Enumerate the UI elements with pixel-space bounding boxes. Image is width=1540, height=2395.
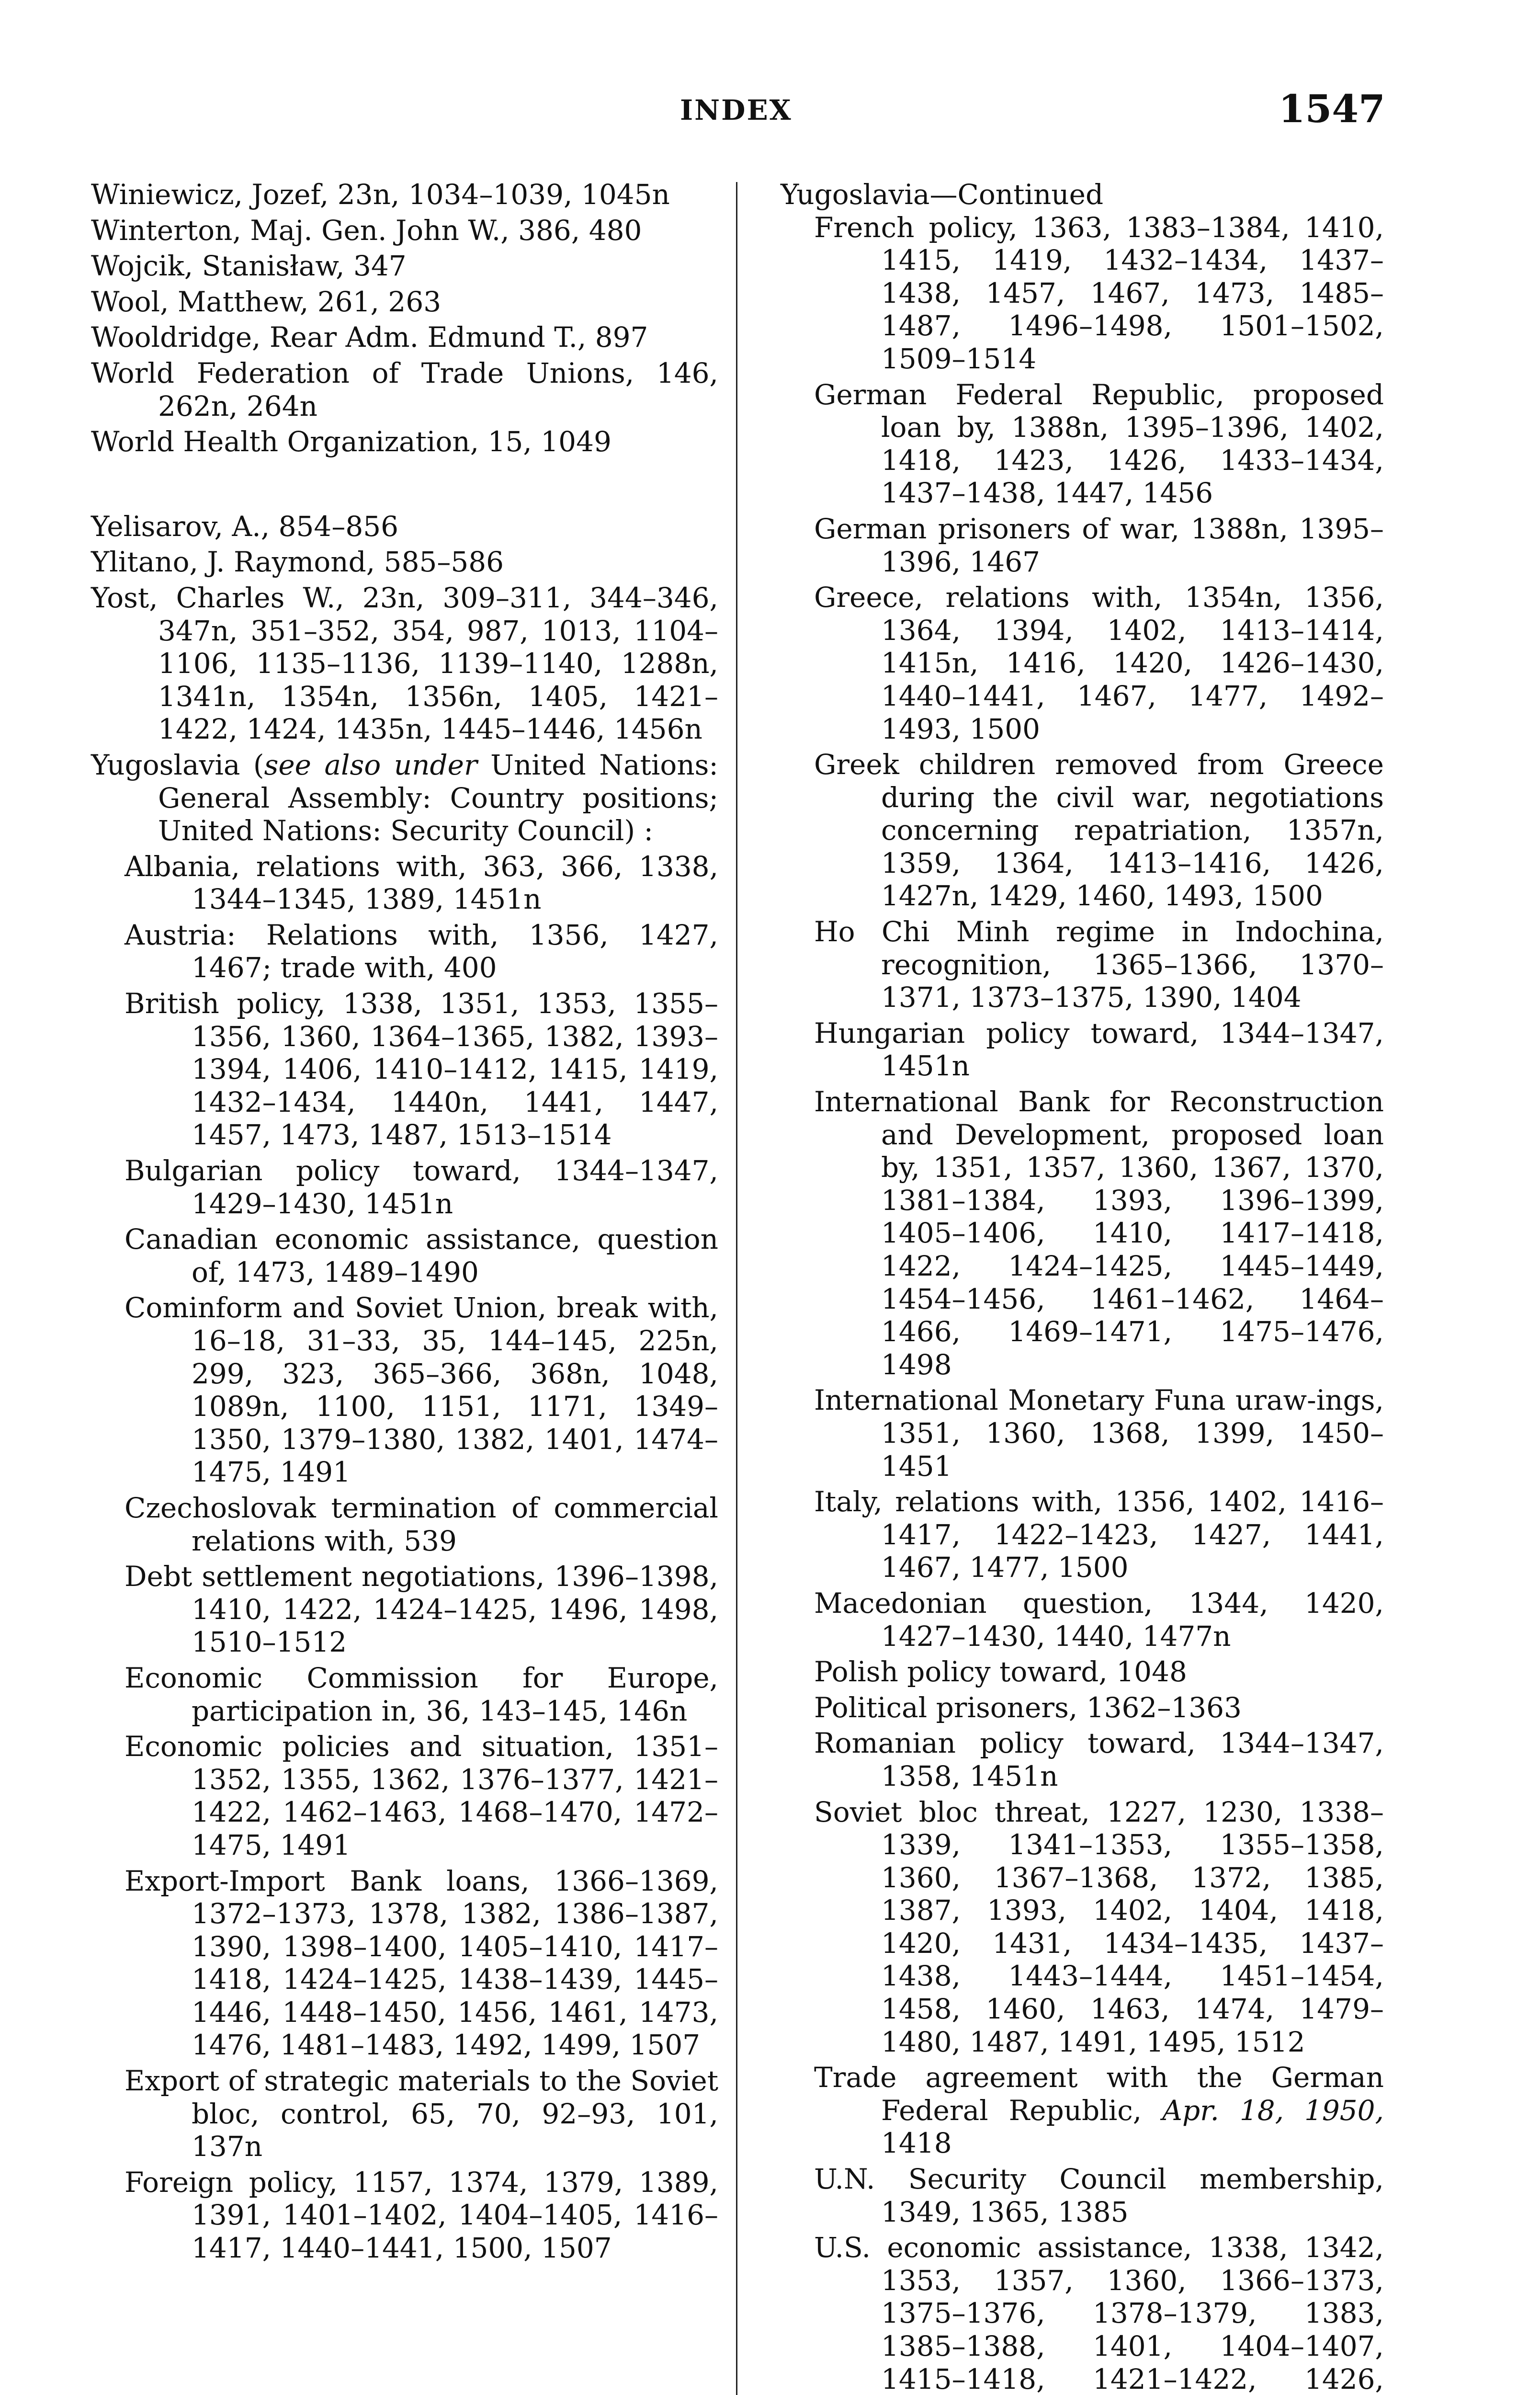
index-subentry: German Federal Republic, proposed loan by, 1388n, 1395–1396, 1402, 1418, 1423, 1426, 1433–1434, 1437–1438, 1447, 1456	[814, 378, 1384, 510]
index-column-right	[781, 178, 1384, 2395]
index-subentry: Bulgarian policy toward, 1344–1347, 1429–1430, 1451n	[125, 1154, 718, 1220]
index-entry: Yelisarov, A., 854–856	[91, 510, 399, 543]
index-subentry: Economic policies and situation, 1351–1352, 1355, 1362, 1376–1377, 1421–1422, 1462–1463, 1468–1470, 1472–1475, 1491	[125, 1730, 718, 1861]
index-entry: Winterton, Maj. Gen. John W., 386, 480	[91, 214, 642, 247]
index-subentry: Albania, relations with, 363, 366, 1338, 1344–1345, 1389, 1451n	[125, 850, 718, 916]
index-entry: Yost, Charles W., 23n, 309–311, 344–346, 347n, 351–352, 354, 987, 1013, 1104–1106, 1135–1136, 1139–1140, 1288n, 1341n, 1354n, 1356n, 1405, 1421–1422, 1424, 1435n, 1445–1446, 1456n	[91, 581, 718, 746]
index-subentry: International Bank for Reconstruction and Development, proposed loan by, 1351, 1357, 1360, 1367, 1370, 1381–1384, 1393, 1396–1399, 1405–1406, 1410, 1417–1418, 1422, 1424–1425, 1445–1449, 1454–1456, 1461–1462, 1464–1466, 1469–1471, 1475–1476, 1498	[814, 1085, 1384, 1381]
index-subentry: Italy, relations with, 1356, 1402, 1416–1417, 1422–1423, 1427, 1441, 1467, 1477, 1500	[814, 1485, 1384, 1584]
index-subentry: Polish policy toward, 1048	[814, 1655, 1187, 1688]
index-subentry: Ho Chi Minh regime in Indochina, recognition, 1365–1366, 1370–1371, 1373–1375, 1390, 1404	[814, 915, 1384, 1014]
see-also-reference: see also under	[264, 748, 477, 781]
yugoslavia-heading-prefix: Yugoslavia (	[91, 748, 264, 781]
index-entry: Wooldridge, Rear Adm. Edmund T., 897	[91, 321, 648, 354]
index-subentry: U.N. Security Council membership, 1349, 1365, 1385	[814, 2163, 1384, 2228]
index-subentry: Export of strategic materials to the Soviet bloc, control, 65, 70, 92–93, 101, 137n	[125, 2064, 718, 2163]
index-subentry: Romanian policy toward, 1344–1347, 1358, 1451n	[814, 1727, 1384, 1792]
index-entry: Winiewicz, Jozef, 23n, 1034–1039, 1045n	[91, 178, 670, 211]
index-entry: Wojcik, Stanisław, 347	[91, 250, 407, 283]
index-subentry: Economic Commission for Europe, participation in, 36, 143–145, 146n	[125, 1661, 718, 1727]
running-head: INDEX	[680, 94, 793, 126]
index-subentry: German prisoners of war, 1388n, 1395–1396, 1467	[814, 512, 1384, 578]
index-subentry: Greek children removed from Greece during the civil war, negotiations concerning repatriation, 1357n, 1359, 1364, 1413–1416, 1426, 1427n, 1429, 1460, 1493, 1500	[814, 748, 1384, 912]
trade-agreement-text: Trade agreement with the German Federal Republic,	[814, 2061, 1384, 2127]
index-subentry: Soviet bloc threat, 1227, 1230, 1338–1339, 1341–1353, 1355–1358, 1360, 1367–1368, 1372, 1385, 1387, 1393, 1402, 1404, 1418, 1420, 1431, 1434–1435, 1437–1438, 1443–1444, 1451–1454, 1458, 1460, 1463, 1474, 1479–1480, 1487, 1491, 1495, 1512	[814, 1795, 1384, 2058]
index-subentry: Austria: Relations with, 1356, 1427, 1467; trade with, 400	[125, 918, 718, 984]
index-subentry: Macedonian question, 1344, 1420, 1427–1430, 1440, 1477n	[814, 1586, 1384, 1653]
yugoslavia-heading-rest: United Nations: General Assembly: Country positions; United Nations: Security Council) :	[158, 748, 718, 847]
index-subentry: International Monetary Funa uraw-ings, 1351, 1360, 1368, 1399, 1450–1451	[814, 1384, 1384, 1483]
trade-agreement-entry	[814, 2061, 1384, 2160]
index-entry: Wool, Matthew, 261, 263	[91, 285, 442, 318]
index-subentry: British policy, 1338, 1351, 1353, 1355–1356, 1360, 1364–1365, 1382, 1393–1394, 1406, 1410–1412, 1415, 1419, 1432–1434, 1440n, 1441, 1447, 1457, 1473, 1487, 1513–1514	[125, 987, 718, 1152]
index-subentry: Greece, relations with, 1354n, 1356, 1364, 1394, 1402, 1413–1414, 1415n, 1416, 1420, 1426–1430, 1440–1441, 1467, 1477, 1492–1493, 1500	[814, 581, 1384, 745]
index-subentry: Export-Import Bank loans, 1366–1369, 1372–1373, 1378, 1382, 1386–1387, 1390, 1398–1400, 1405–1410, 1417–1418, 1424–1425, 1438–1439, 1445–1446, 1448–1450, 1456, 1461, 1473, 1476, 1481–1483, 1492, 1499, 1507	[125, 1864, 718, 2062]
index-subentry: French policy, 1363, 1383–1384, 1410, 1415, 1419, 1432–1434, 1437–1438, 1457, 1467, 1473, 1485–1487, 1496–1498, 1501–1502, 1509–1514	[814, 211, 1384, 375]
index-subentry: Canadian economic assistance, question of, 1473, 1489–1490	[125, 1223, 718, 1289]
index-subentry: Czechoslovak termination of commercial relations with, 539	[125, 1491, 718, 1557]
column-divider	[736, 182, 737, 2395]
index-entry: World Federation of Trade Unions, 146, 262n, 264n	[91, 356, 718, 422]
continued-heading: Yugoslavia—Continued	[781, 178, 1104, 211]
yugoslavia-heading	[91, 749, 718, 847]
index-subentry: U.S. economic assistance, 1338, 1342, 1353, 1357, 1360, 1366–1373, 1375–1376, 1378–1379, 1383, 1385–1388, 1401, 1404–1407, 1415–1418, 1421–1422, 1426,	[814, 2231, 1384, 2395]
page-number: 1547	[1279, 86, 1385, 131]
trade-agreement-page: 1418	[881, 2127, 952, 2160]
trade-agreement-date: Apr. 18, 1950,	[1162, 2094, 1384, 2127]
index-subentry: Political prisoners, 1362–1363	[814, 1691, 1242, 1724]
index-subentry: Hungarian policy toward, 1344–1347, 1451n	[814, 1016, 1384, 1083]
index-subentry: Foreign policy, 1157, 1374, 1379, 1389, 1391, 1401–1402, 1404–1405, 1416–1417, 1440–1441, 1500, 1507	[125, 2166, 718, 2265]
index-subentry: Cominform and Soviet Union, break with, 16–18, 31–33, 35, 144–145, 225n, 299, 323, 365–366, 368n, 1048, 1089n, 1100, 1151, 1171, 1349–1350, 1379–1380, 1382, 1401, 1474–1475, 1491	[125, 1291, 718, 1489]
index-subentry: Debt settlement negotiations, 1396–1398, 1410, 1422, 1424–1425, 1496, 1498, 1510–1512	[125, 1560, 718, 1659]
index-entry: World Health Organization, 15, 1049	[91, 425, 611, 458]
index-entry: Ylitano, J. Raymond, 585–586	[91, 546, 504, 579]
index-column-left	[91, 178, 718, 2268]
